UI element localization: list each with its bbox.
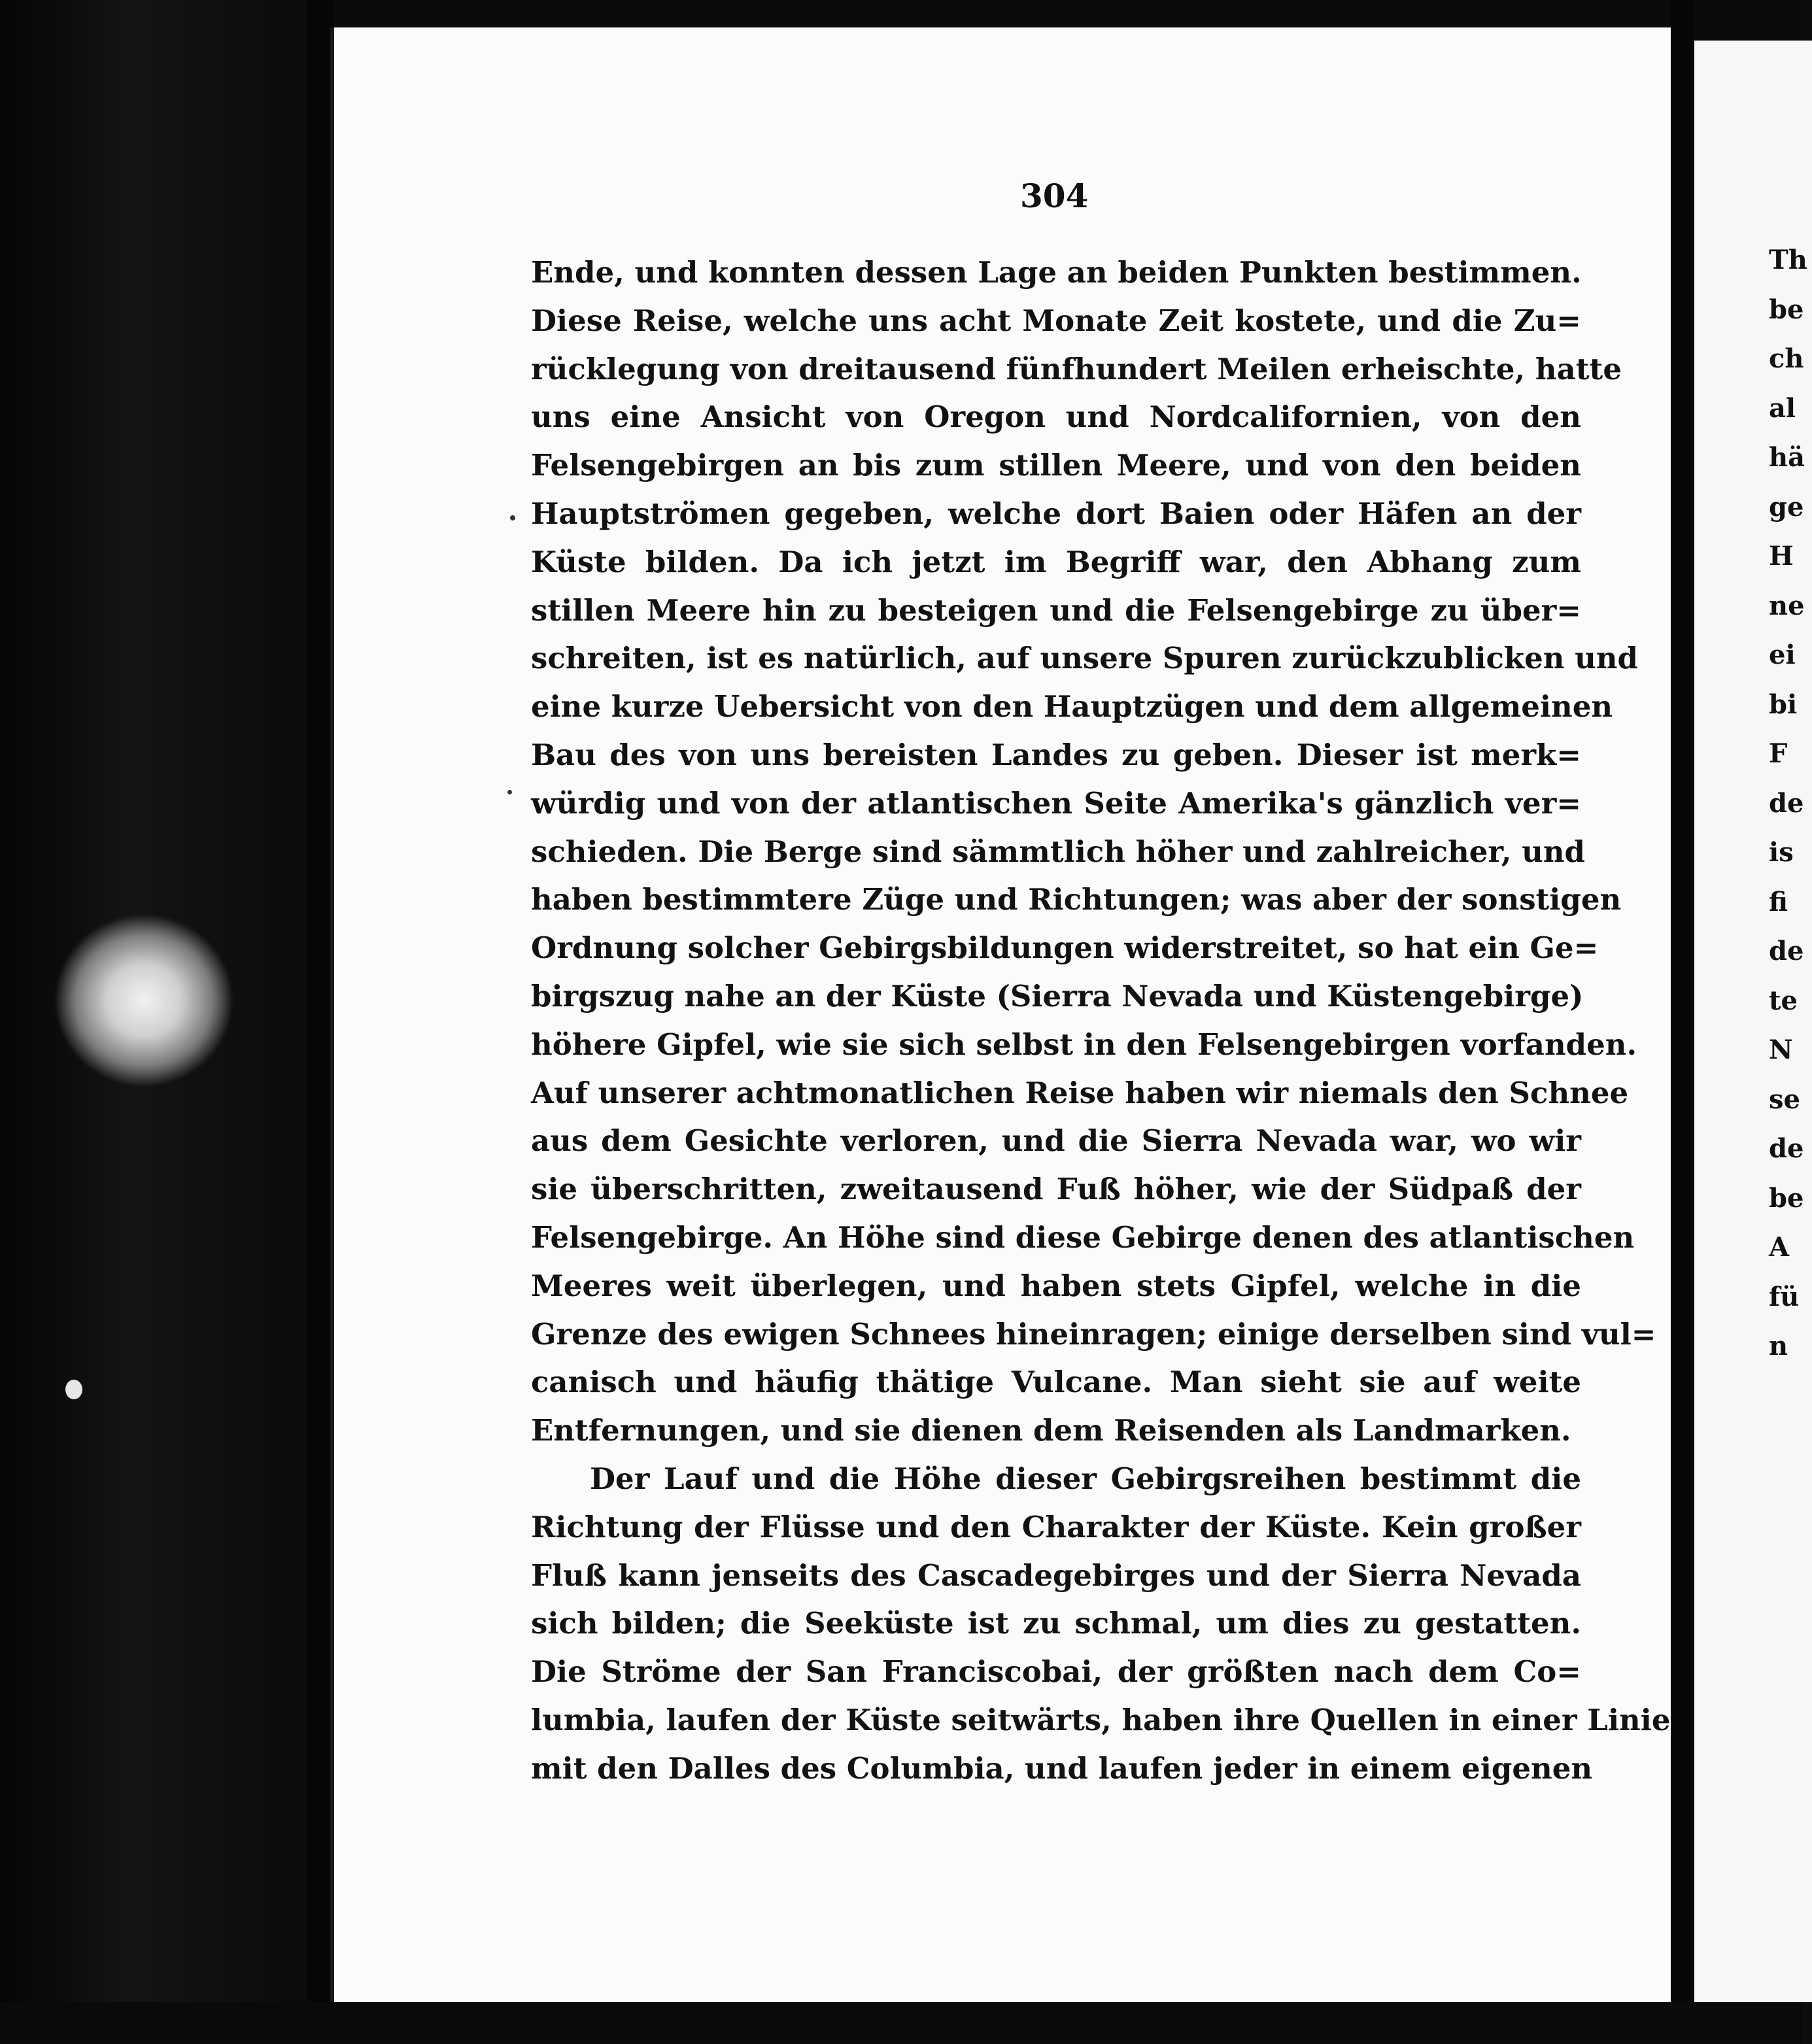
adjacent-page-fragment: fü [1769, 1281, 1800, 1312]
text-line: canisch und häufig thätige Vulcane. Man sieht sie auf weite [531, 1365, 1581, 1400]
adjacent-page-fragment: ge [1769, 491, 1804, 522]
adjacent-page-fragment: de [1769, 787, 1804, 819]
text-line: Meeres weit überlegen, und haben stets Gipfel, welche in die [531, 1268, 1581, 1303]
text-line: schreiten, ist es natürlich, auf unsere Spuren zurückzublicken und [531, 641, 1638, 676]
adjacent-page-fragment: n [1769, 1331, 1788, 1361]
adjacent-page-fragment: se [1769, 1083, 1800, 1115]
text-line: Felsengebirgen an bis zum stillen Meere, und von den beiden [531, 448, 1581, 483]
adjacent-page-fragment: ei [1769, 639, 1796, 670]
page-body-text [531, 248, 1671, 1793]
adjacent-page-fragment: ne [1769, 590, 1805, 621]
adjacent-page-fragment: N [1769, 1034, 1793, 1065]
text-line: Der Lauf und die Höhe dieser Gebirgsreihen bestimmt die [590, 1461, 1581, 1496]
dust-speck [65, 1380, 82, 1399]
text-line: Ordnung solcher Gebirgsbildungen widerstreitet, so hat ein Ge= [531, 930, 1599, 966]
text-line: Bau des von uns bereisten Landes zu geben. Dieser ist merk= [531, 737, 1581, 772]
adjacent-page-fragment: A [1769, 1232, 1790, 1263]
text-line: lumbia, laufen der Küste seitwärts, haben ihre Quellen in einer Linie [531, 1702, 1671, 1737]
text-line: aus dem Gesichte verloren, und die Sierra Nevada war, wo wir [531, 1123, 1581, 1159]
adjacent-page-fragment: de [1769, 1133, 1804, 1164]
text-line: haben bestimmtere Züge und Richtungen; was aber der sonstigen [531, 882, 1622, 917]
text-line: sich bilden; die Seeküste ist zu schmal, um dies zu gestatten. [531, 1606, 1581, 1641]
adjacent-page-fragment: be [1769, 1182, 1804, 1214]
adjacent-page-fragment: bi [1769, 689, 1798, 720]
adjacent-page-fragment: de [1769, 936, 1804, 966]
margin-mark [510, 515, 515, 520]
adjacent-page-fragment: fi [1769, 886, 1788, 917]
text-line: Hauptströmen gegeben, welche dort Baien oder Häfen an der [531, 496, 1581, 531]
text-line: würdig und von der atlantischen Seite Amerika's gänzlich ver= [531, 785, 1581, 821]
text-line: rücklegung von dreitausend fünfhundert Meilen erheischte, hatte [531, 351, 1622, 386]
text-line: Diese Reise, welche uns acht Monate Zeit kostete, und die Zu= [531, 303, 1581, 338]
text-line: eine kurze Uebersicht von den Hauptzügen und dem allgemeinen [531, 689, 1613, 724]
text-line: Entfernungen, und sie dienen dem Reisenden als Landmarken. [531, 1413, 1571, 1448]
bottom-dark-band [0, 2002, 1802, 2044]
page-number: 304 [1020, 177, 1089, 215]
adjacent-page-fragment: F [1769, 738, 1788, 769]
text-line: Fluß kann jenseits des Cascadegebirges und der Sierra Nevada [531, 1558, 1581, 1593]
text-line: Küste bilden. Da ich jetzt im Begriff war, den Abhang zum [531, 544, 1581, 579]
text-line: Die Ströme der San Franciscobai, der größten nach dem Co= [531, 1654, 1581, 1690]
text-line: Auf unserer achtmonatlichen Reise haben wir niemals den Schnee [531, 1075, 1629, 1110]
page-edge-shadow [307, 0, 333, 2044]
adjacent-page-fragment: H [1769, 541, 1794, 571]
adjacent-page-fragment: hä [1769, 442, 1805, 473]
text-line: Richtung der Flüsse und den Charakter der Küste. Kein großer [531, 1509, 1581, 1544]
text-line: schieden. Die Berge sind sämmtlich höher und zahlreicher, und [531, 834, 1586, 869]
adjacent-page-fragment: Th [1769, 245, 1807, 275]
dust-blotch [56, 915, 232, 1085]
text-line: mit den Dalles des Columbia, und laufen jeder in einem eigenen [531, 1750, 1593, 1786]
adjacent-page-fragment: al [1769, 392, 1796, 424]
text-line: uns eine Ansicht von Oregon und Nordcalifornien, von den [531, 400, 1581, 435]
adjacent-page-fragment: ch [1769, 343, 1804, 374]
book-gutter [1671, 0, 1694, 2044]
text-line: Felsengebirge. An Höhe sind diese Gebirge denen des atlantischen [531, 1219, 1635, 1255]
text-line: Grenze des ewigen Schnees hineinragen; einige derselben sind vul= [531, 1316, 1656, 1352]
adjacent-page-fragment: is [1769, 837, 1794, 868]
adjacent-page-fragment: be [1769, 294, 1804, 325]
adjacent-page-fragment: te [1769, 985, 1798, 1016]
adjacent-page-text-fragments [1769, 235, 1808, 1371]
margin-mark [507, 790, 512, 794]
text-line: stillen Meere hin zu besteigen und die Felsengebirge zu über= [531, 592, 1581, 628]
text-line: sie überschritten, zweitausend Fuß höher, wie der Südpaß der [531, 1172, 1581, 1207]
text-line: birgszug nahe an der Küste (Sierra Nevada und Küstengebirge) [531, 978, 1584, 1013]
text-line: höhere Gipfel, wie sie sich selbst in den Felsengebirgen vorfanden. [531, 1027, 1637, 1062]
text-line: Ende, und konnten dessen Lage an beiden Punkten bestimmen. [531, 255, 1582, 290]
